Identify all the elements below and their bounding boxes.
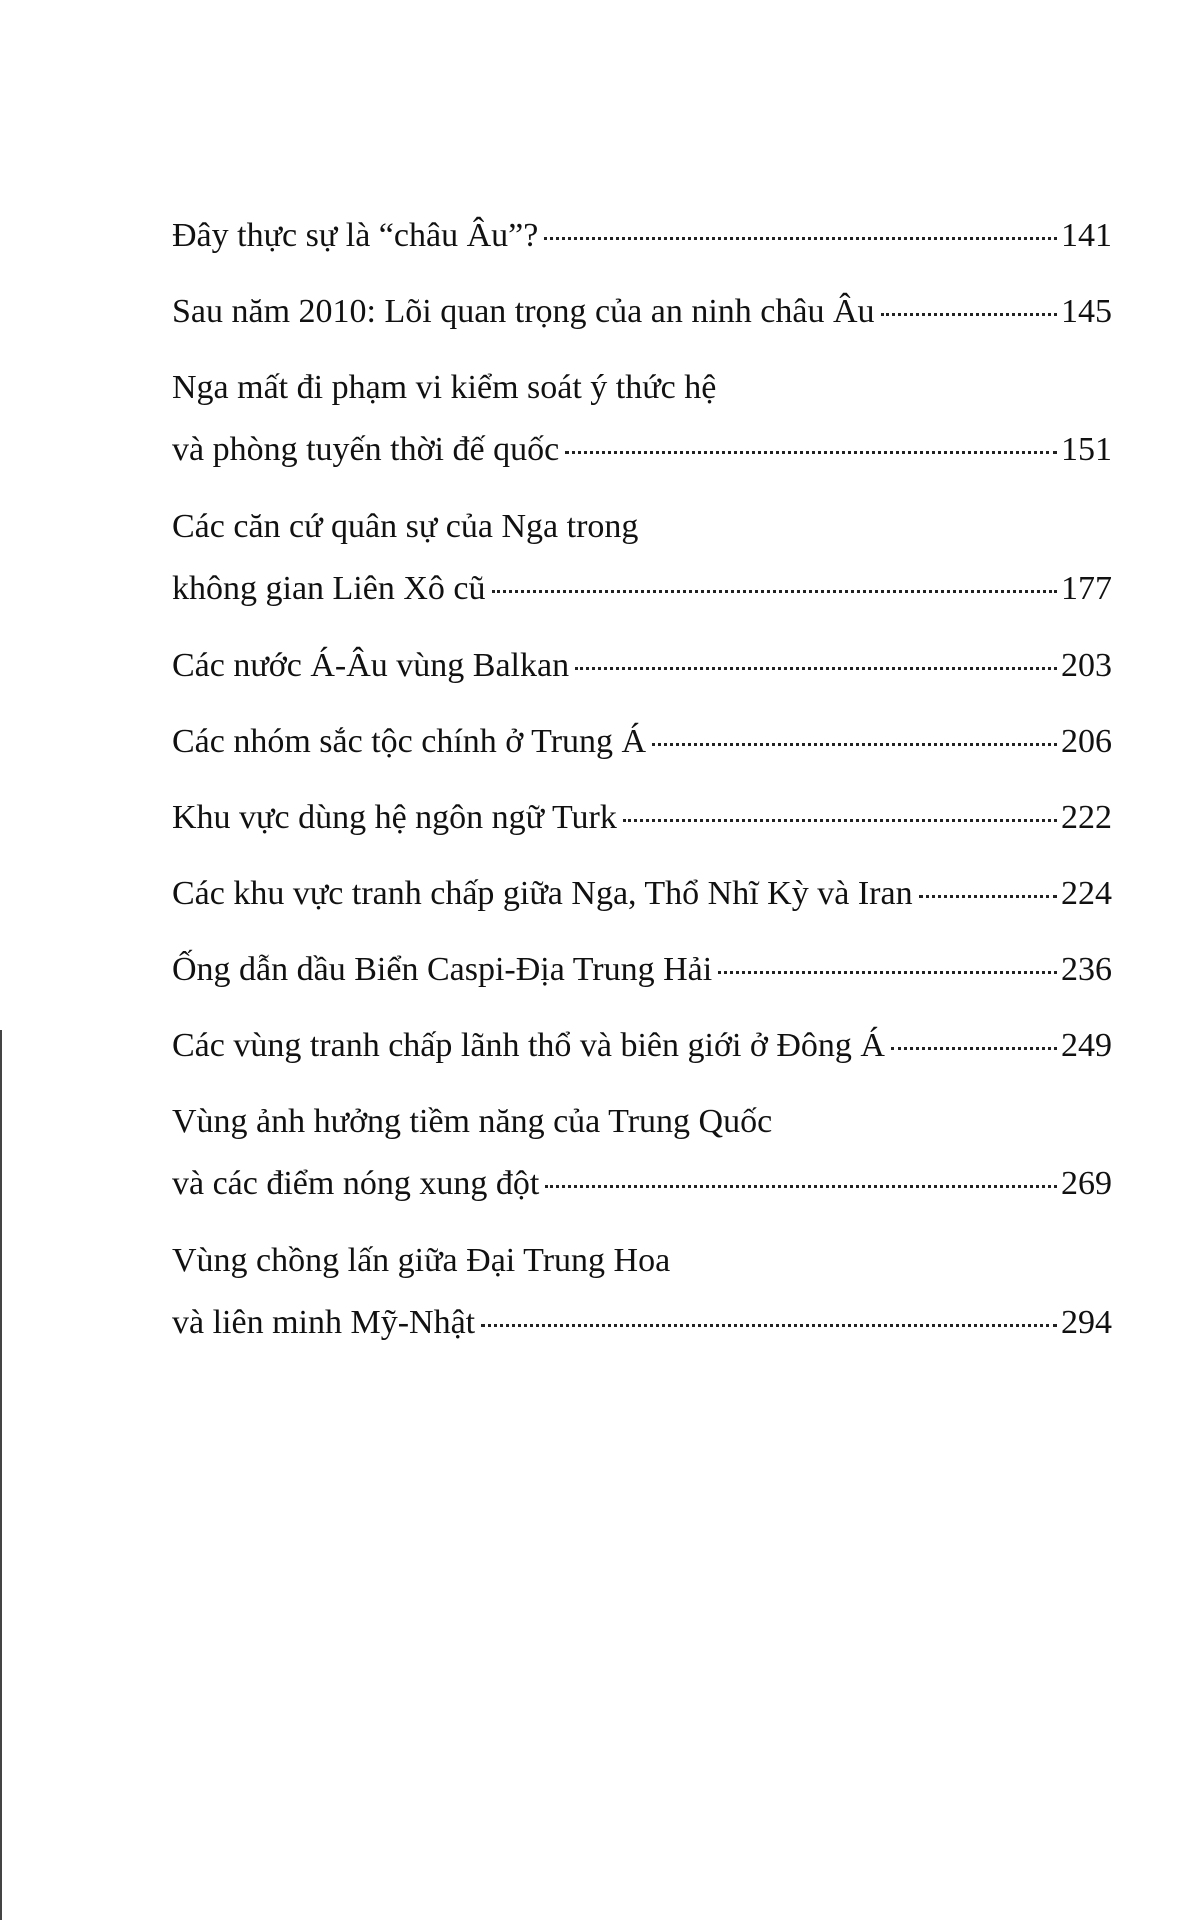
toc-page-number: 224 (1061, 875, 1112, 912)
dot-leader (575, 667, 1057, 670)
toc-page-number: 203 (1061, 647, 1112, 684)
toc-entry-title-line-1: Nga mất đi phạm vi kiểm soát ý thức hệ (172, 369, 717, 406)
toc-entry (172, 787, 1112, 849)
toc-entry-title: Khu vực dùng hệ ngôn ngữ Turk (172, 799, 617, 836)
toc-entry-title-line-2: và các điểm nóng xung đột (172, 1165, 540, 1202)
toc-page-number: 222 (1061, 799, 1112, 836)
toc-entry-title-line-1: Các căn cứ quân sự của Nga trong (172, 508, 639, 545)
toc-entry-title-line-2: và phòng tuyến thời đế quốc (172, 431, 560, 468)
toc-page-number: 145 (1061, 293, 1112, 330)
toc-entry-title: Ống dẫn dầu Biển Caspi-Địa Trung Hải (172, 951, 713, 988)
toc-entry (172, 635, 1112, 697)
dot-leader (718, 971, 1057, 974)
dot-leader (481, 1324, 1057, 1327)
toc-entry (172, 281, 1112, 343)
dot-leader (565, 451, 1057, 454)
toc-entry-title-line-2: và liên minh Mỹ-Nhật (172, 1304, 476, 1341)
dot-leader (623, 819, 1057, 822)
toc-entry (172, 711, 1112, 773)
toc-entry (172, 496, 1112, 620)
toc-entry (172, 357, 1112, 481)
dot-leader (545, 1185, 1057, 1188)
toc-page-number: 269 (1061, 1165, 1112, 1202)
dot-leader (881, 313, 1057, 316)
toc-entry-title: Các khu vực tranh chấp giữa Nga, Thổ Nhĩ Kỳ và Iran (172, 875, 913, 912)
toc-entry-title: Các vùng tranh chấp lãnh thổ và biên giới ở Đông Á (172, 1027, 885, 1064)
dot-leader (492, 590, 1058, 593)
toc-entry-title: Đây thực sự là “châu Âu”? (172, 217, 539, 254)
toc-page-number: 236 (1061, 951, 1112, 988)
toc-entry (172, 1091, 1112, 1215)
toc-page-number: 141 (1061, 217, 1112, 254)
toc-entry (172, 939, 1112, 1001)
dot-leader (544, 237, 1057, 240)
toc-entry (172, 205, 1112, 267)
dot-leader (919, 895, 1057, 898)
toc-page-number: 177 (1061, 570, 1112, 607)
toc-entry-title: Các nhóm sắc tộc chính ở Trung Á (172, 723, 647, 760)
toc-entry (172, 863, 1112, 925)
toc-entry-title-line-1: Vùng ảnh hưởng tiềm năng của Trung Quốc (172, 1103, 773, 1140)
dot-leader (891, 1047, 1057, 1050)
dot-leader (652, 743, 1057, 746)
toc-entry-title-line-1: Vùng chồng lấn giữa Đại Trung Hoa (172, 1242, 671, 1279)
toc-page-number: 206 (1061, 723, 1112, 760)
table-of-contents (172, 205, 1112, 1369)
toc-page-number: 151 (1061, 431, 1112, 468)
toc-entry-title: Các nước Á-Âu vùng Balkan (172, 647, 570, 684)
toc-page-number: 294 (1061, 1304, 1112, 1341)
scan-edge-line (0, 1030, 2, 1920)
toc-entry (172, 1015, 1112, 1077)
toc-page-number: 249 (1061, 1027, 1112, 1064)
toc-entry-title: Sau năm 2010: Lõi quan trọng của an ninh châu Âu (172, 293, 875, 330)
toc-entry-title-line-2: không gian Liên Xô cũ (172, 570, 486, 607)
toc-entry (172, 1230, 1112, 1354)
